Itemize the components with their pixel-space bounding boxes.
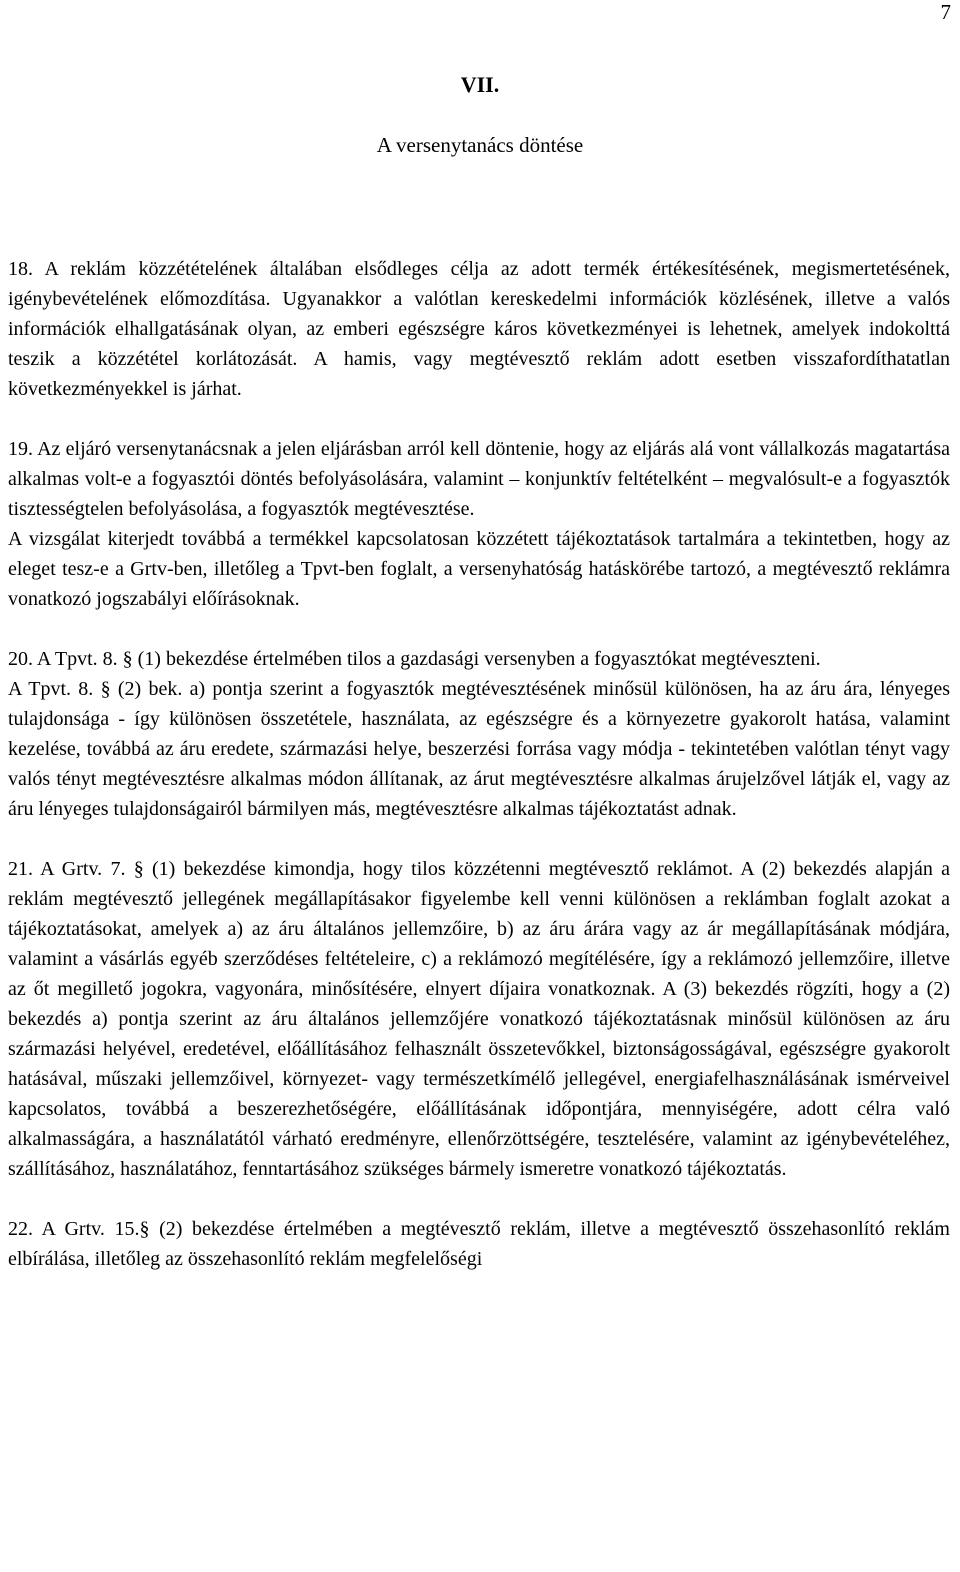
paragraph-22: 22. A Grtv. 15.§ (2) bekezdése értelmében a megtévesztő reklám, illetve a megtévesztő összehasonlító reklám elbírálása, illetőleg az összehasonlító reklám megfelelőségi (8, 1218, 950, 1270)
chapter-number: VII. (460, 72, 500, 97)
paragraph-gap (8, 404, 950, 434)
page-number: 7 (940, 0, 951, 24)
paragraph-19-continued: A vizsgálat kiterjedt továbbá a termékkel kapcsolatosan közzétett tájékoztatások tartalmára a tekintetben, hogy az eleget tesz-e a Grtv-ben, illetőleg a Tpvt-ben foglalt, a versenyhatóság hatáskörébe tartozó, a megtévesztő reklámra vonatkozó jogszabályi előírásoknak. (8, 528, 950, 610)
chapter-title: A versenytanács döntése (376, 133, 584, 157)
paragraph-21: 21. A Grtv. 7. § (1) bekezdése kimondja, hogy tilos közzétenni megtévesztő reklámot. A (2) bekezdés alapján a reklám megtévesztő jellegének megállapításakor figyelembe kell venni különösen a reklámban foglalt azokat a tájékoztatásokat, amelyek a) az áru általános jellemzőire, b) az áru árára vagy az ár megállapításának módjára, valamint a vásárlás egyéb szerződéses feltételeire, c) a reklámozó megítélésére, így a reklámozó jellemzőire, illetve az őt megillető jogokra, vagyonára, minősítésére, elnyert díjaira vonatkoznak. A (3) bekezdés rögzíti, hogy a (2) bekezdés a) pontja szerint az áru általános jellemzőjére vonatkozó tájékoztatásnak minősül különösen az áru származási helyével, eredetével, előállításához felhasznált összetevőkkel, biztonságosságával, egészségre gyakorolt hatásával, műszaki jellemzőivel, környezet- vagy természetkímélő jellegével, energiafelhasználásának ismérveivel kapcsolatos, továbbá a beszerezhetőségére, előállításának időpontjára, mennyiségére, adott célra való alkalmasságára, a használatától várható eredményre, ellenőrzöttségére, tesztelésére, valamint az igénybevételéhez, szállításához, használatához, fenntartásához szükséges bármely ismeretre vonatkozó tájékoztatás. (8, 858, 950, 1180)
paragraph-20-continued: A Tpvt. 8. § (2) bek. a) pontja szerint a fogyasztók megtévesztésének minősül különösen, ha az áru ára, lényeges tulajdonsága - így különösen összetétele, használata, az egészségre és a környezetre gyakorolt hatása, valamint kezelése, továbbá az áru eredete, származási helye, beszerzési forrása vagy módja - tekintetében valótlan tényt vagy valós tényt megtévesztésre alkalmas módon állítanak, az árut megtévesztésre alkalmas árujelzővel látják el, vagy az áru lényeges tulajdonságairól bármilyen más, megtévesztésre alkalmas tájékoztatást adnak. (8, 678, 950, 820)
paragraph-20: 20. A Tpvt. 8. § (1) bekezdése értelmében tilos a gazdasági versenyben a fogyasztókat megtéveszteni. (8, 648, 821, 670)
paragraph-gap (8, 614, 950, 644)
paragraph-18: 18. A reklám közzétételének általában elsődleges célja az adott termék értékesítésének, megismertetésének, igénybevételének előmozdítása. Ugyanakkor a valótlan kereskedelmi információk közlésének, illetve a valós információk elhallgatásának olyan, az emberi egészségre káros következményei is lehetnek, amelyek indokolttá teszik a közzététel korlátozását. A hamis, vagy megtévesztő reklám adott esetben visszafordíthatatlan következményekkel is járhat. (8, 258, 950, 400)
document-body (8, 254, 950, 1274)
paragraph-gap (8, 824, 950, 854)
paragraph-19: 19. Az eljáró versenytanácsnak a jelen eljárásban arról kell döntenie, hogy az eljárás alá vont vállalkozás magatartása alkalmas volt-e a fogyasztói döntés befolyásolására, valamint – konjunktív feltételként – megvalósult-e a fogyasztók tisztességtelen befolyásolása, a fogyasztók megtévesztése. (8, 438, 950, 520)
paragraph-gap (8, 1184, 950, 1214)
